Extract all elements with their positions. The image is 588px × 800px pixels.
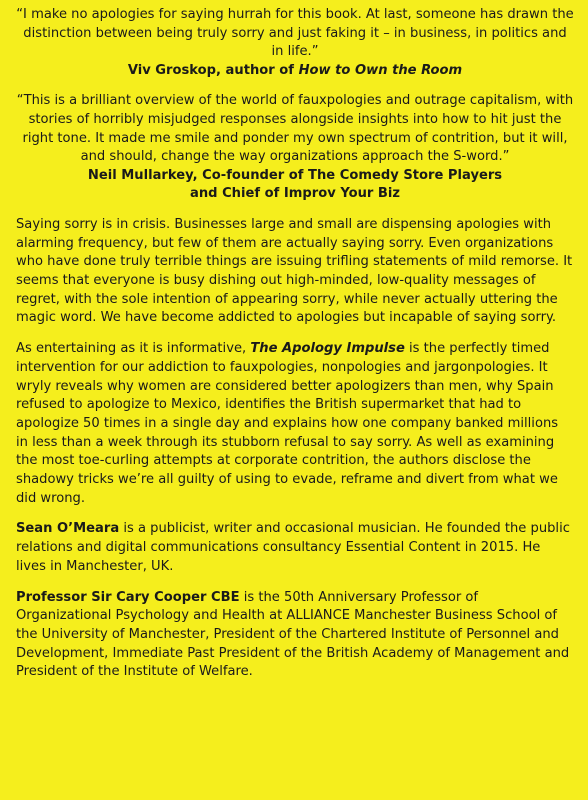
quote-text: “This is a brilliant overview of the world of fauxpologies and outrage capitalism, with stories of horribly misjudged responses alongside insights into how to hit just the right tone. It made me smile and ponder my own spectrum of contrition, but it will, and should, change the way organizations approach the S-word.” — [16, 93, 574, 165]
author-name: Professor Sir Cary Cooper CBE — [16, 589, 240, 605]
endorsement-quote-groskop — [16, 6, 574, 80]
quote-attribution: Viv Groskop, author of How to Own the Room — [127, 62, 463, 78]
author-bio-cooper: Professor Sir Cary Cooper CBE is the 50th Anniversary Professor of Organizational Psychology and Health at ALLIANCE Manchester Business School of the University of Manchester, President of the Chartered Institute of Personnel and Development, Immediate Past President of the British Academy of Management and President of the Institute of Welfare. — [16, 589, 570, 680]
quote-attribution-line1: Neil Mullarkey, Co-founder of The Comedy Store Players — [87, 167, 503, 183]
author-name: Sean O’Meara — [16, 521, 120, 537]
quote-text: “I make no apologies for saying hurrah for this book. At last, someone has drawn the distinction between being truly sorry and just faking it – in business, in politics and in life.” — [16, 7, 574, 60]
author-bio-omeara: Sean O’Meara is a publicist, writer and occasional musician. He founded the public relations and digital communications consultancy Essential Content in 2015. He lives in Manchester, UK. — [16, 521, 570, 574]
quote-attribution-line2: and Chief of Improv Your Biz — [189, 186, 401, 202]
blurb-paragraph-1: Saying sorry is in crisis. Businesses large and small are dispensing apologies with alarming frequency, but few of them are actually saying sorry. Even organizations who have done truly terrible things are issuing trifling statements of mild remorse. It seems that everyone is busy dishing out high-minded, low-quality messages of regret, with the sole intention of appearing sorry, while never actually uttering the magic word. We have become addicted to apologies but incapable of saying sorry. — [16, 216, 573, 326]
cited-book-title: How to Own the Room — [298, 62, 463, 78]
endorsement-quote-mullarkey — [16, 92, 574, 204]
blurb-paragraph-2: As entertaining as it is informative, The Apology Impulse is the perfectly timed intervention for our addiction to fauxpologies, nonpologies and jargonpologies. It wryly reveals why women are considered better apologizers than men, why Spain refused to apologize to Mexico, identifies the British supermarket that had to apologize 50 times in a single day and explains how one company banked millions in less than a week through its stubborn refusal to say sorry. As well as examining the most toe-curling attempts at corporate contrition, the authors disclose the shadowy tricks we’re all guilty of using to evade, reframe and divert from what we did wrong. — [16, 341, 559, 506]
book-title: The Apology Impulse — [250, 341, 405, 357]
